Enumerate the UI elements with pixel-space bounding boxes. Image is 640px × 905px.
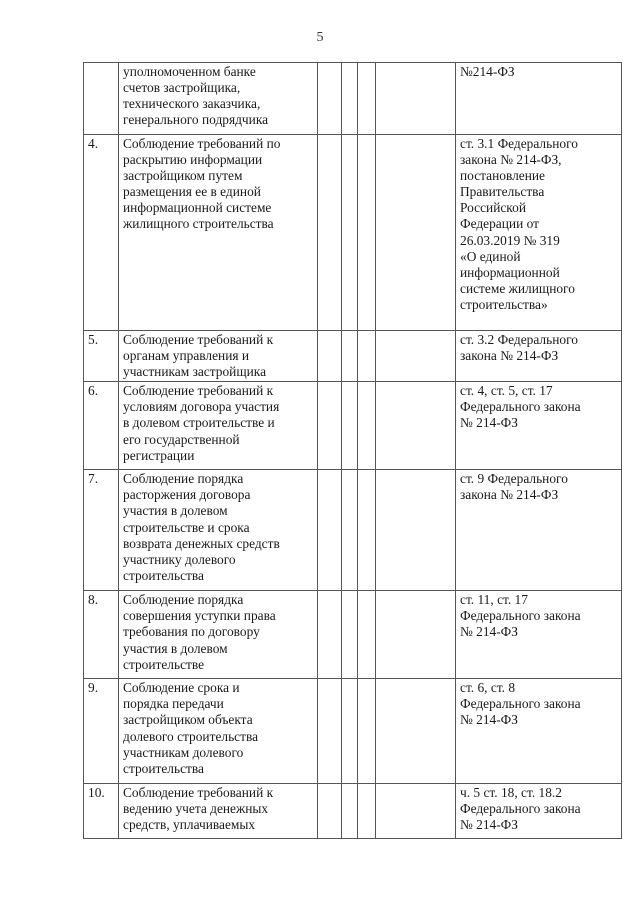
row-number: 4. xyxy=(84,135,119,331)
empty-cell xyxy=(318,591,342,679)
row-number: 10. xyxy=(84,784,119,839)
legal-reference: ч. 5 ст. 18, ст. 18.2 Федерального закона № 214-ФЗ xyxy=(456,784,622,839)
empty-cell xyxy=(358,382,376,470)
table-row xyxy=(84,63,622,135)
empty-cell xyxy=(318,470,342,591)
empty-cell xyxy=(376,784,456,839)
empty-cell xyxy=(342,382,358,470)
row-number: 6. xyxy=(84,382,119,470)
empty-cell xyxy=(342,591,358,679)
empty-cell xyxy=(358,679,376,784)
requirement-text: Соблюдение порядка расторжения договора участия в долевом строительстве и срока возврата денежных средств участнику долевого строительства xyxy=(119,470,318,591)
empty-cell xyxy=(358,63,376,135)
table-row xyxy=(84,470,622,591)
table-row xyxy=(84,679,622,784)
empty-cell xyxy=(376,63,456,135)
row-number: 9. xyxy=(84,679,119,784)
table-row xyxy=(84,331,622,382)
empty-cell xyxy=(376,679,456,784)
empty-cell xyxy=(342,679,358,784)
legal-reference: ст. 11, ст. 17 Федерального закона № 214-ФЗ xyxy=(456,591,622,679)
empty-cell xyxy=(376,135,456,331)
row-number: 5. xyxy=(84,331,119,382)
table-row xyxy=(84,135,622,331)
requirement-text: Соблюдение требований к условиям договора участия в долевом строительстве и его государственной регистрации xyxy=(119,382,318,470)
empty-cell xyxy=(318,135,342,331)
table-row xyxy=(84,382,622,470)
requirement-text: Соблюдение порядка совершения уступки права требования по договору участия в долевом строительстве xyxy=(119,591,318,679)
empty-cell xyxy=(318,382,342,470)
empty-cell xyxy=(318,679,342,784)
requirement-text: Соблюдение требований по раскрытию информации застройщиком путем размещения ее в единой информационной системе жилищного строительства xyxy=(119,135,318,331)
empty-cell xyxy=(376,382,456,470)
empty-cell xyxy=(358,591,376,679)
empty-cell xyxy=(342,135,358,331)
empty-cell xyxy=(358,331,376,382)
empty-cell xyxy=(342,63,358,135)
legal-reference: ст. 3.1 Федерального закона № 214-ФЗ, постановление Правительства Российской Федерации от 26.03.2019 № 319 «О единой информационной системе жилищного строительства» xyxy=(456,135,622,331)
page-number: 5 xyxy=(316,30,324,45)
requirement-text: Соблюдение требований к ведению учета денежных средств, уплачиваемых xyxy=(119,784,318,839)
empty-cell xyxy=(342,470,358,591)
requirement-text: Соблюдение требований к органам управления и участникам застройщика xyxy=(119,331,318,382)
empty-cell xyxy=(318,784,342,839)
requirement-text: уполномоченном банке счетов застройщика, технического заказчика, генерального подрядчика xyxy=(119,63,318,135)
empty-cell xyxy=(376,331,456,382)
legal-reference: №214-ФЗ xyxy=(456,63,622,135)
legal-reference: ст. 6, ст. 8 Федерального закона № 214-ФЗ xyxy=(456,679,622,784)
legal-reference: ст. 4, ст. 5, ст. 17 Федерального закона № 214-ФЗ xyxy=(456,382,622,470)
table-row xyxy=(84,591,622,679)
empty-cell xyxy=(358,135,376,331)
empty-cell xyxy=(376,470,456,591)
requirement-text: Соблюдение срока и порядка передачи застройщиком объекта долевого строительства участникам долевого строительства xyxy=(119,679,318,784)
table-row xyxy=(84,784,622,839)
empty-cell xyxy=(342,784,358,839)
row-number xyxy=(84,63,119,135)
empty-cell xyxy=(318,331,342,382)
empty-cell xyxy=(358,470,376,591)
empty-cell xyxy=(376,591,456,679)
legal-reference: ст. 9 Федерального закона № 214-ФЗ xyxy=(456,470,622,591)
empty-cell xyxy=(342,331,358,382)
legal-reference: ст. 3.2 Федерального закона № 214-ФЗ xyxy=(456,331,622,382)
requirements-table xyxy=(83,62,622,839)
empty-cell xyxy=(358,784,376,839)
row-number: 7. xyxy=(84,470,119,591)
row-number: 8. xyxy=(84,591,119,679)
empty-cell xyxy=(318,63,342,135)
